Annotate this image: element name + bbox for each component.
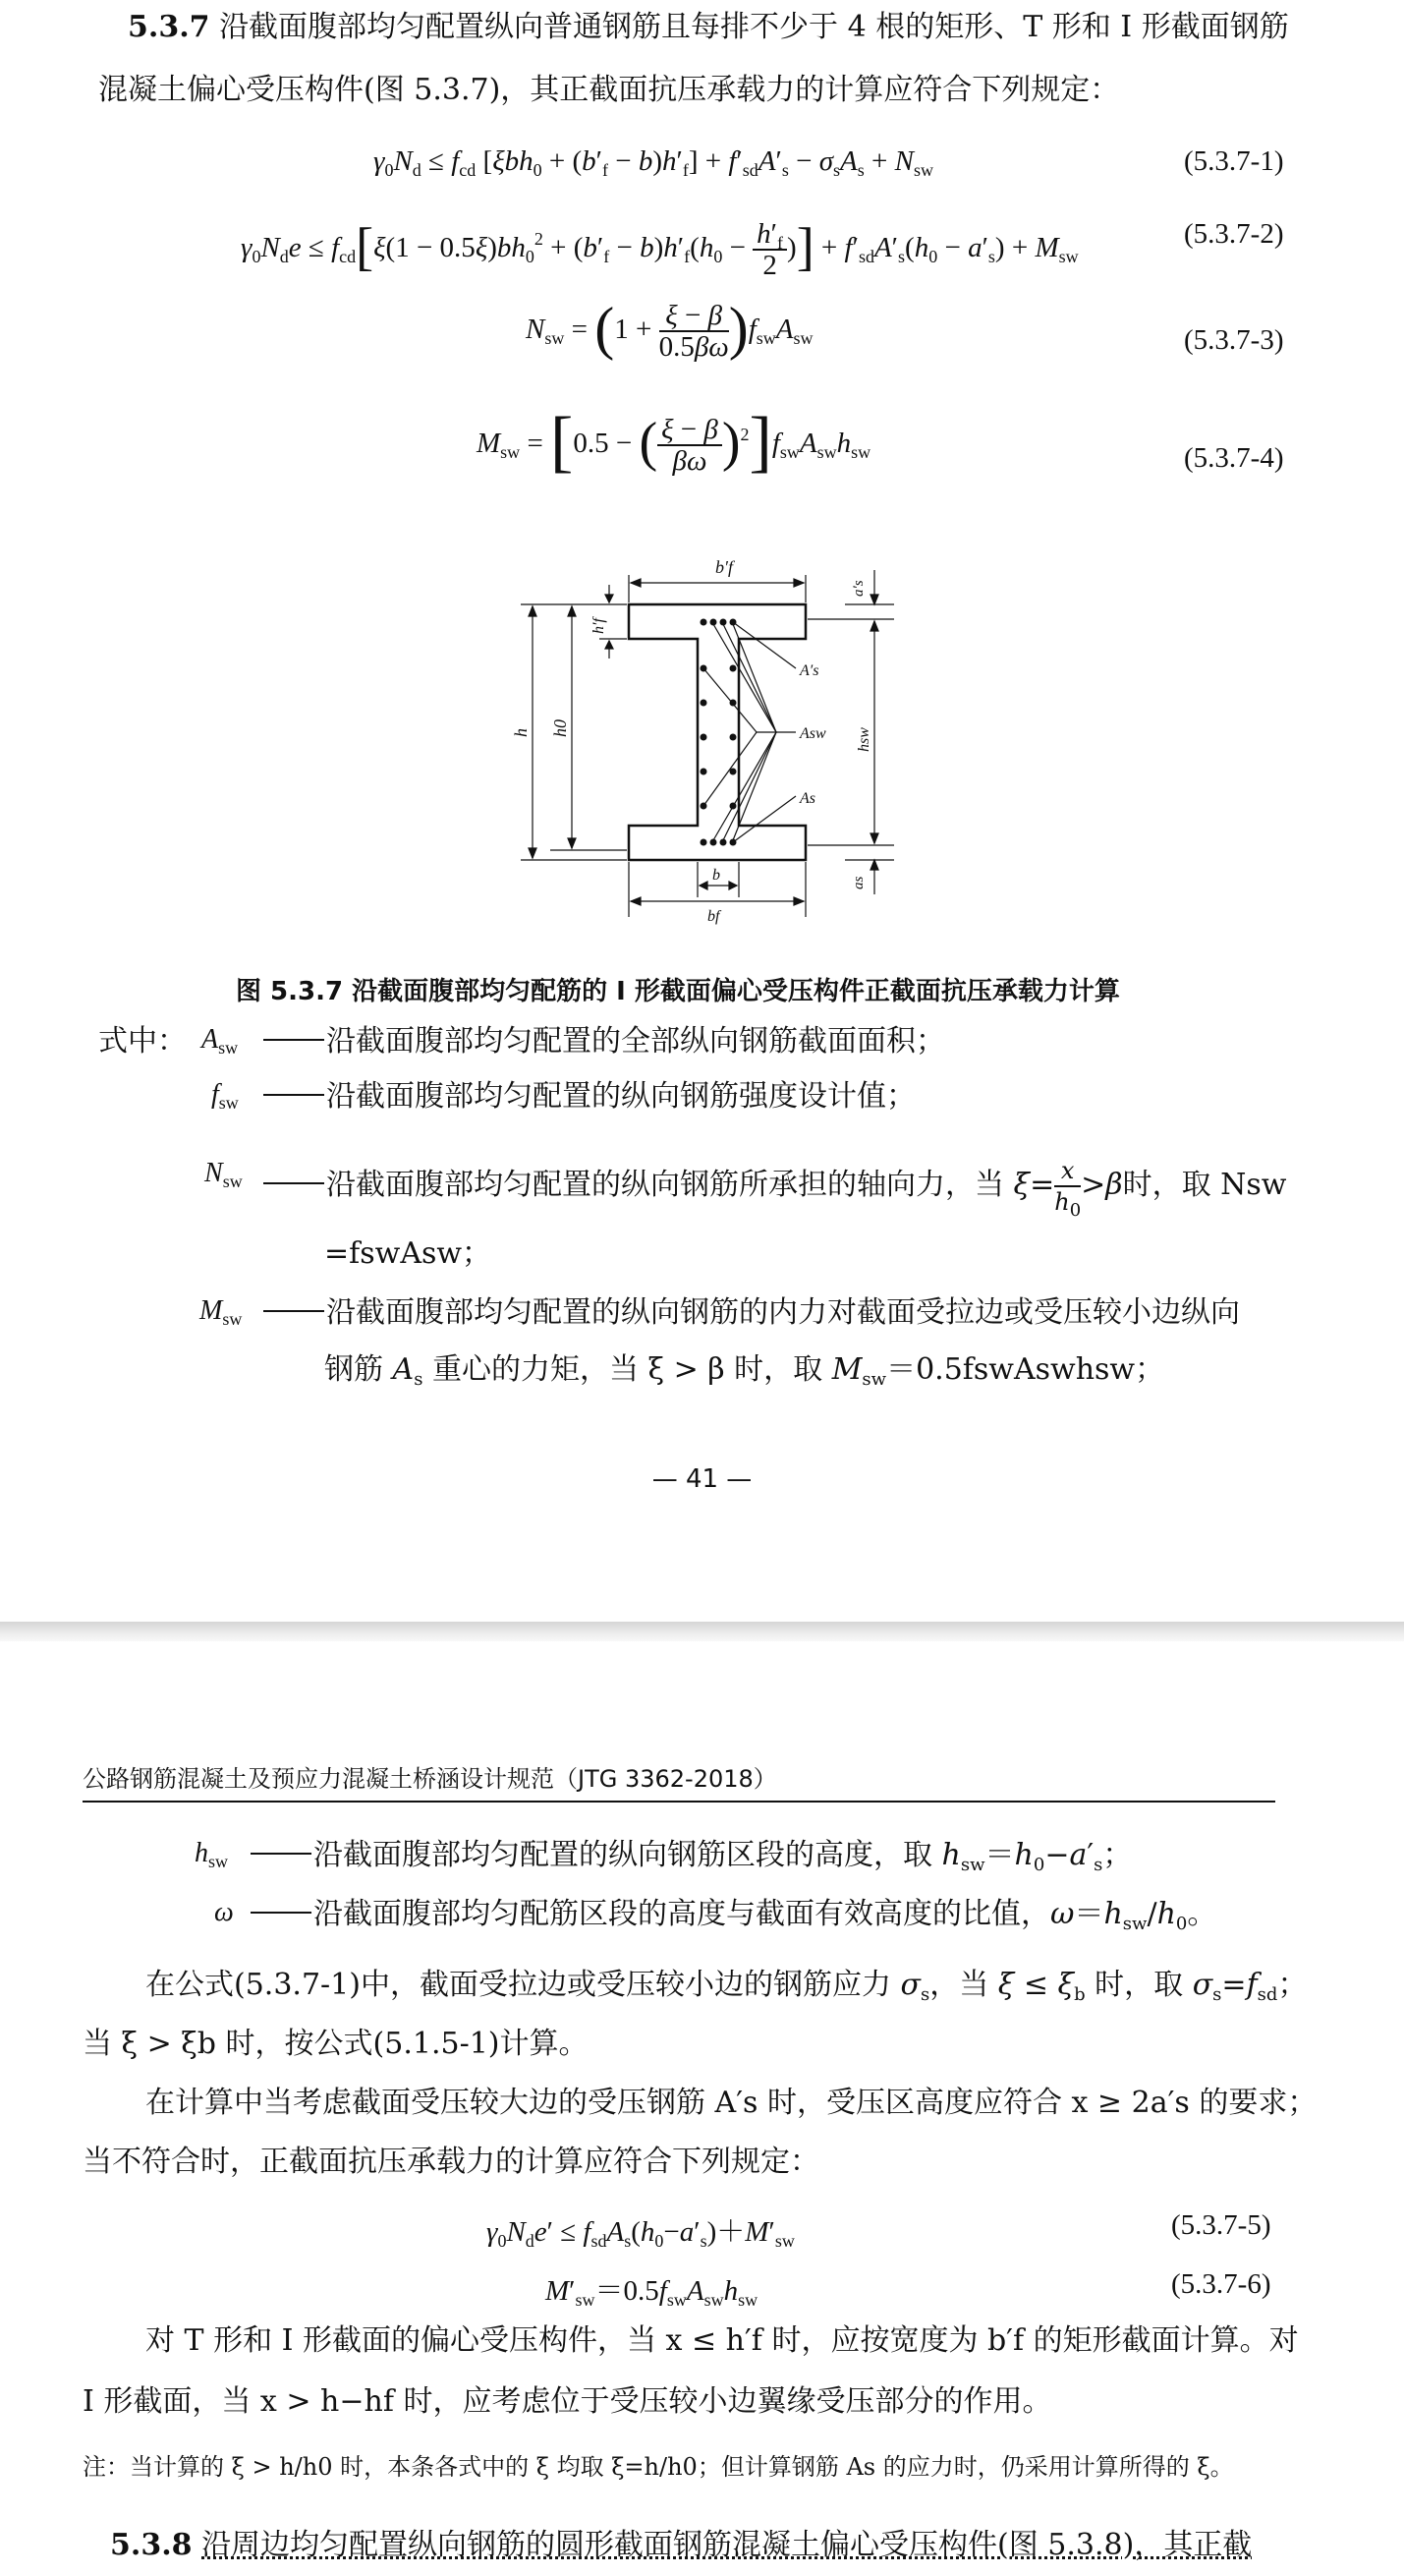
- note: 注：当计算的 ξ > h/h0 时，本条各式中的 ξ 均取 ξ=h/h0；但计算钢筋 As 的应力时，仍采用计算所得的 ξ。: [83, 2453, 1234, 2481]
- equation-number: (5.3.7-4): [1184, 442, 1284, 474]
- equation-5-3-7-4: $M_{sw} = [0.5$ − ( $\frac{\xi - \beta}{\beta\omega}$ )$^2]f_{sw}A_{sw}h_{sw}$: [477, 404, 871, 480]
- symbol-hsw: $h_{sw}$: [195, 1838, 229, 1871]
- definition-Msw-cont: 钢筋 $A_s$ 重心的力矩，当 ξ > β 时，取 $M_{sw}=0.5fswAswhsw$；: [324, 1352, 1165, 1390]
- paragraph-1-line-2: 当 ξ > ξb 时，按公式(5.1.5-1)计算。: [83, 2027, 589, 2061]
- symbol-Nsw: $N_{sw}$: [204, 1158, 243, 1191]
- symbol-Msw: $M_{sw}$: [199, 1295, 243, 1329]
- label-As-top: A′s: [800, 662, 819, 679]
- definition-Nsw: 沿截面腹部均匀配置的纵向钢筋所承担的轴向力，当 ξ= $\frac{x}{h_0}$ >β时，取 Nsw: [263, 1156, 1287, 1217]
- equation-5-3-7-1: $\gamma_0N_d \le f_{cd}$ $[\xi bh_0 + (b'_f - b)h'_f] + f'_{sd}A'_s - \sigma_sA_s + N_{sw}$: [373, 145, 933, 180]
- paragraph-2-line-1: 在计算中当考虑截面受压较大边的受压钢筋 A′s 时，受压区高度应符合 x ≥ 2a′s 的要求；: [145, 2086, 1318, 2120]
- equation-5-3-7-2: $\gamma_0N_de \le f_{cd}[\xi(1 - 0.5\xi)bh_0^2 + (b'_f - b)h'_f(h_0$ − $\frac{h'_f}{2}$ )] + $f'_{sd}A'_s(h_0 - a'_s) + M_{sw}$: [241, 217, 1079, 282]
- definition-Nsw-cont: =fswAsw；: [324, 1236, 492, 1271]
- clause-number: 5.3.7: [128, 10, 210, 44]
- symbol-Asw: $A_{sw}$: [201, 1024, 239, 1058]
- equation-number: (5.3.7-1): [1184, 145, 1284, 177]
- label-hf: h′f: [590, 618, 607, 634]
- label-h: h: [511, 728, 531, 737]
- equation-number: (5.3.7-2): [1184, 218, 1284, 250]
- clause-intro-text: 沿截面腹部均匀配置纵向普通钢筋且每排不少于 4 根的矩形、T 形和 I 形截面钢筋: [219, 10, 1289, 44]
- paragraph-3-line-2: I 形截面，当 x > h−hf 时，应考虑位于受压较小边翼缘受压部分的作用。: [83, 2384, 1052, 2419]
- equation-number: (5.3.7-6): [1171, 2268, 1271, 2300]
- label-bf-top: b′f: [715, 557, 733, 577]
- symbol-omega: ω: [214, 1897, 234, 1927]
- definition-fsw: 沿截面腹部均匀配置的纵向钢筋强度设计值；: [263, 1077, 916, 1116]
- running-header: 公路钢筋混凝土及预应力混凝土桥涵设计规范（JTG 3362-2018）: [83, 1765, 777, 1793]
- paragraph-1-line-1: 在公式(5.3.7-1)中，截面受拉边或受压较小边的钢筋应力 $\sigma_s$，当 $\xi \le \xi_b$ 时，取 $\sigma_s=f_{sd}$；: [145, 1968, 1308, 2005]
- figure-caption: 图 5.3.7 沿截面腹部均匀配筋的 I 形截面偏心受压构件正截面抗压承载力计算: [236, 977, 1120, 1006]
- definition-Asw: 沿截面腹部均匀配置的全部纵向钢筋截面面积；: [263, 1022, 945, 1061]
- i-section-figure: [511, 555, 904, 925]
- paragraph-2-line-2: 当不符合时，正截面抗压承载力的计算应符合下列规定：: [83, 2145, 819, 2179]
- definition-hsw: 沿截面腹部均匀配置的纵向钢筋区段的高度，取 $h_{sw}=h_0-a'_s$；: [251, 1836, 1132, 1875]
- label-Asw: Asw: [800, 725, 826, 742]
- definition-Msw: 沿截面腹部均匀配置的纵向钢筋的内力对截面受拉边或受压较小边纵向: [263, 1293, 1240, 1333]
- leader-lines: [703, 622, 796, 842]
- label-hsw: hsw: [856, 727, 872, 752]
- header-rule: [83, 1801, 1275, 1803]
- clause-5-3-8: 5.3.8 沿周边均匀配置纵向钢筋的圆形截面钢筋混凝土偏心受压构件(图 5.3.8)，其正截: [110, 2528, 1253, 2562]
- page-separator: [0, 1622, 1404, 1641]
- label-as-top: a′s: [851, 580, 867, 597]
- clause-intro-line1: [128, 8, 1289, 47]
- page-number: — 41 —: [651, 1464, 753, 1494]
- label-as-bottom: as: [851, 876, 867, 889]
- paragraph-3-line-1: 对 T 形和 I 形截面的偏心受压构件，当 x ≤ h′f 时，应按宽度为 b′f 的矩形截面计算。对: [145, 2323, 1299, 2358]
- equation-5-3-7-3: $N_{sw} = (1$ + $\frac{\xi - \beta}{0.5\beta\omega}$ )$f_{sw}A_{sw}$: [526, 296, 814, 364]
- label-b: b: [712, 867, 720, 884]
- definition-omega: 沿截面腹部均匀配筋区段的高度与截面有效高度的比值，$\omega=h_{sw}/h_0$。: [251, 1895, 1216, 1934]
- equation-5-3-7-5: $\gamma_0N_de' \le f_{sd}A_s(h_0-a'_s)+M'_{sw}$: [486, 2216, 795, 2251]
- figure-labels: [511, 557, 872, 925]
- rebar-dots: [701, 619, 737, 846]
- equation-number: (5.3.7-5): [1171, 2209, 1271, 2241]
- label-bf-bottom: bf: [707, 908, 720, 925]
- where-label: 式中：: [98, 1024, 187, 1059]
- label-As: As: [800, 790, 815, 807]
- equation-number: (5.3.7-3): [1184, 324, 1284, 356]
- label-h0: h0: [550, 719, 570, 737]
- symbol-fsw: $f_{sw}$: [211, 1079, 239, 1113]
- equation-5-3-7-6: $M'_{sw}=0.5f_{sw}A_{sw}h_{sw}$: [545, 2275, 758, 2310]
- clause-intro-line2: 混凝土偏心受压构件(图 5.3.7)，其正截面抗压承载力的计算应符合下列规定：: [98, 73, 1120, 107]
